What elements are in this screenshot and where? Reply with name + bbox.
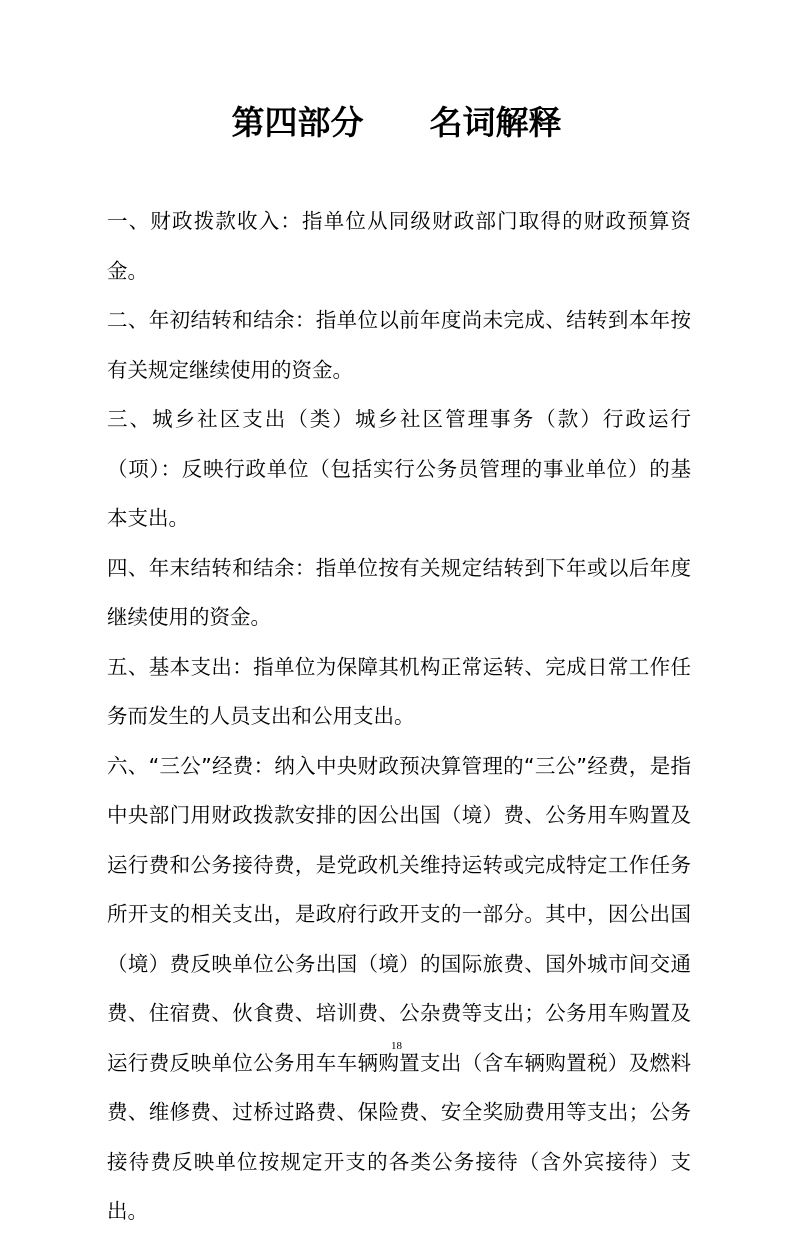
definition-paragraph: 三、城乡社区支出（类）城乡社区管理事务（款）行政运行（项）：反映行政单位（包括实行公务员管理的事业单位）的基本支出。: [107, 407, 691, 530]
definitions-body: [107, 197, 691, 1237]
page-title: 第四部分 名词解释: [231, 103, 562, 142]
definition-paragraph: 五、基本支出：指单位为保障其机构正常运转、完成日常工作任务而发生的人员支出和公用支出。: [107, 654, 691, 728]
definition-paragraph: 六、“三公”经费：纳入中央财政预决算管理的“三公”经费，是指中央部门用财政拨款安排的因公出国（境）费、公务用车购置及运行费和公务接待费，是党政机关维持运转或完成特定工作任务所开支的相关支出，是政府行政开支的一部分。其中，因公出国（境）费反映单位公务出国（境）的国际旅费、国外城市间交通费、住宿费、伙食费、培训费、公杂费等支出；公务用车购置及运行费反映单位公务用车车辆购置支出（含车辆购置税）及燃料费、维修费、过桥过路费、保险费、安全奖励费用等支出；公务接待费反映单位按规定开支的各类公务接待（含外宾接待）支出。: [107, 753, 691, 1223]
page-number: 18: [391, 1040, 402, 1052]
definition-paragraph: 二、年初结转和结余：指单位以前年度尚未完成、结转到本年按有关规定继续使用的资金。: [107, 308, 691, 382]
definition-paragraph: 一、财政拨款收入：指单位从同级财政部门取得的财政预算资金。: [107, 209, 691, 283]
definition-paragraph: 四、年末结转和结余：指单位按有关规定结转到下年或以后年度继续使用的资金。: [107, 555, 691, 629]
